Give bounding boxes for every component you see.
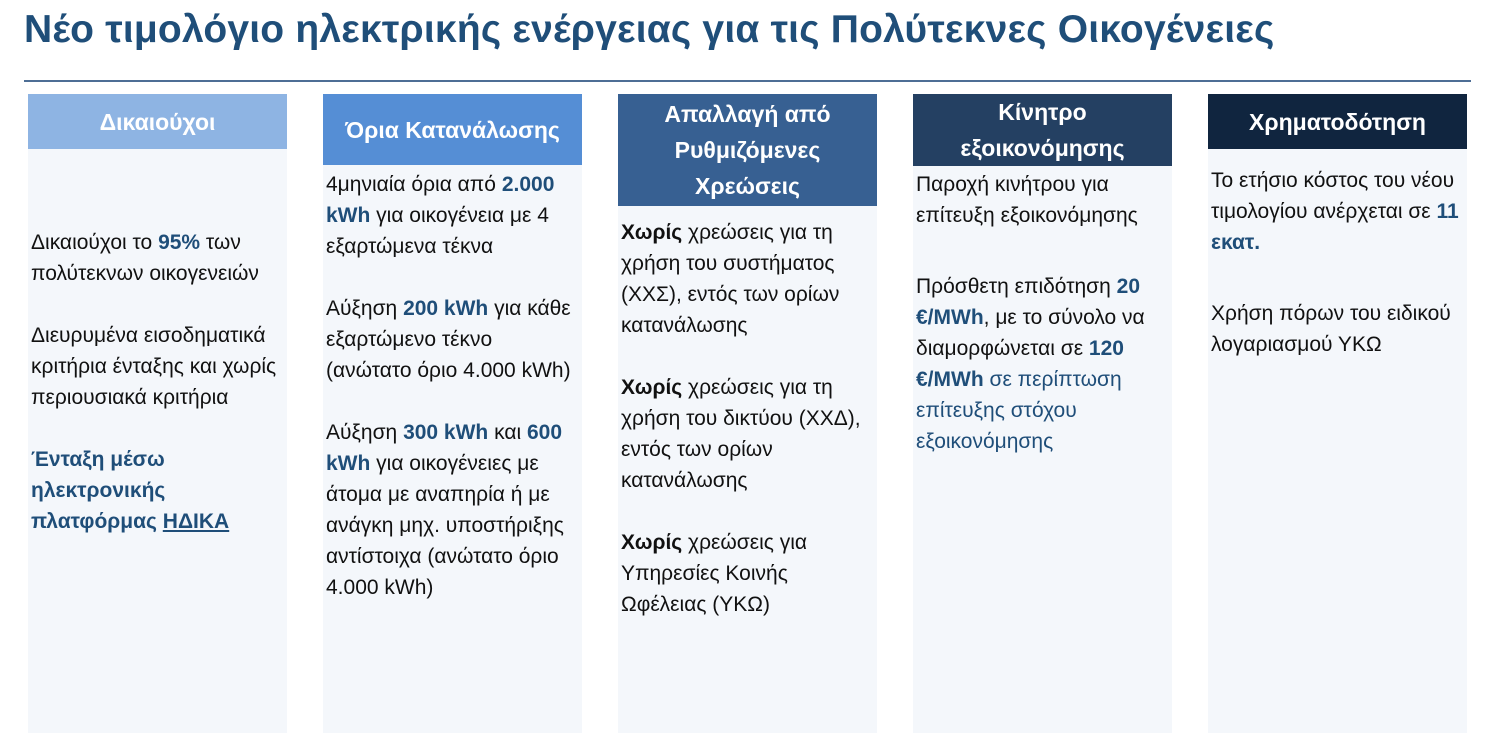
column-body-consumption-limits [326, 169, 582, 603]
column-consumption-limits [323, 94, 582, 733]
beneficiaries-share-text: Δικαιούχοι το 95% των πολύτεκνων οικογενειών [31, 231, 259, 285]
column-funding [1208, 94, 1467, 733]
page-title: Νέο τιμολόγιο ηλεκτρικής ενέργειας για τις Πολύτεκνες Οικογένειες [24, 8, 1275, 51]
column-header-beneficiaries: Δικαιούχοι [28, 94, 287, 149]
platform-enrollment-text: Ένταξη μέσω ηλεκτρονικής πλατφόρμας ΗΔΙΚΑ [31, 448, 230, 533]
column-body-savings-incentive [916, 169, 1172, 457]
network-charge-exemption-text: Χωρίς χρεώσεις για τη χρήση του δικτύου (ΧΧΔ), εντός των ορίων κατανάλωσης [621, 376, 861, 492]
annual-cost-text: Το ετήσιο κόστος του νέου τιμολογίου ανέρχεται σε 11 εκατ. [1211, 169, 1459, 254]
funding-source-text: Χρήση πόρων του ειδικού λογαριασμού ΥΚΩ [1211, 302, 1451, 356]
column-savings-incentive [913, 94, 1172, 733]
column-charge-exemption [618, 94, 877, 733]
idika-link[interactable]: ΗΔΙΚΑ [162, 510, 230, 533]
per-child-increase-text: Αύξηση 200 kWh για κάθε εξαρτώμενο τέκνο (ανώτατο όριο 4.000 kWh) [326, 297, 571, 382]
column-body-funding [1211, 165, 1467, 360]
disability-increase-text: Αύξηση 300 kWh και 600 kWh για οικογένειες με άτομα με αναπηρία ή με ανάγκη μηχ. υποστήριξης αντίστοιχα (ανώτατο όριο 4.000 kWh) [326, 421, 564, 599]
column-header-charge-exemption: Απαλλαγή από Ρυθμιζόμενες Χρεώσεις [618, 94, 877, 206]
base-limit-text: 4μηνιαία όρια από 2.000 kWh για οικογένεια με 4 εξαρτώμενα τέκνα [326, 173, 555, 258]
column-body-charge-exemption [621, 217, 877, 620]
column-header-funding: Χρηματοδότηση [1208, 94, 1467, 149]
column-beneficiaries [28, 94, 287, 733]
column-body-beneficiaries [31, 227, 287, 537]
system-charge-exemption-text: Χωρίς χρεώσεις για τη χρήση του συστήματος (ΧΧΣ), εντός των ορίων κατανάλωσης [621, 221, 840, 337]
title-divider [24, 80, 1471, 82]
column-header-savings-incentive: Κίνητρο εξοικονόμησης [913, 94, 1172, 166]
public-service-charge-exemption-text: Χωρίς χρεώσεις για Υπηρεσίες Κοινής Ωφέλειας (ΥΚΩ) [621, 531, 808, 616]
column-header-consumption-limits: Όρια Κατανάλωσης [323, 94, 582, 165]
extra-subsidy-text: Πρόσθετη επιδότηση 20 €/MWh, με το σύνολο να διαμορφώνεται σε 120 €/MWh σε περίπτωση επίτευξης στόχου εξοικονόμησης [916, 275, 1145, 453]
incentive-text: Παροχή κινήτρου για επίτευξη εξοικονόμησης [916, 173, 1138, 227]
income-criteria-text: Διευρυμένα εισοδηματικά κριτήρια ένταξης και χωρίς περιουσιακά κριτήρια [31, 324, 277, 409]
